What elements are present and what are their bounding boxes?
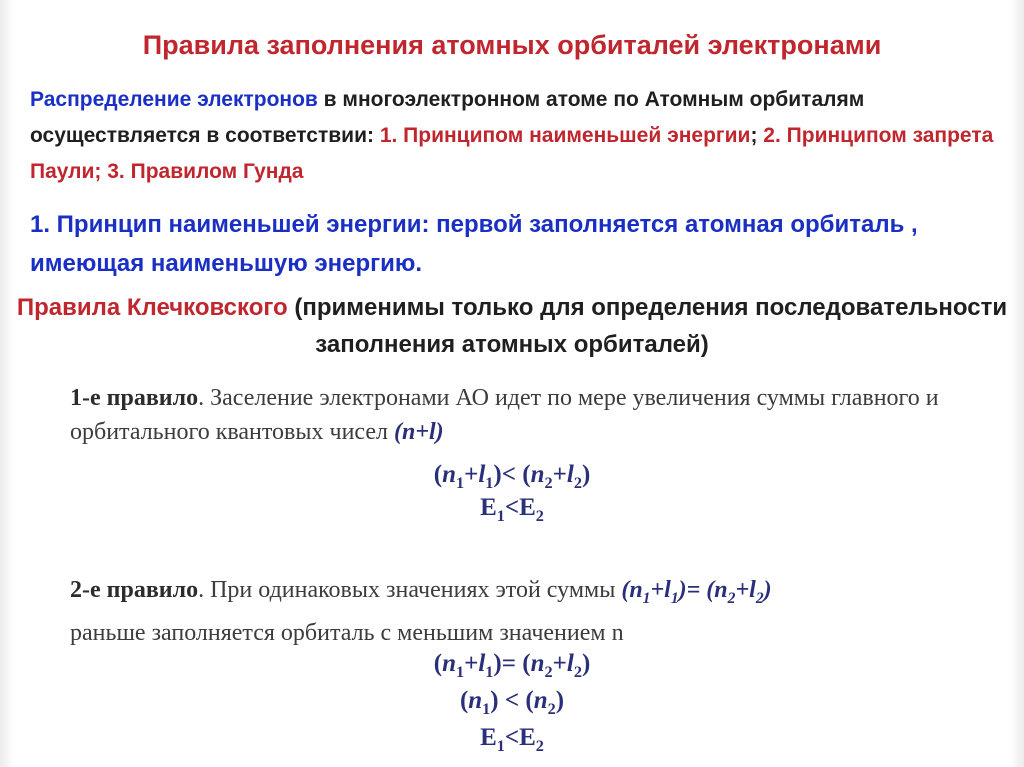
- intro-separator: ;: [750, 124, 764, 147]
- intro-text: в многоэлектронном атоме по Атомным орбиталям осуществляется в соответствии:: [30, 88, 865, 147]
- rule-2-description: . При одинаковых значениях этой суммы: [198, 577, 622, 603]
- rule-2-formula-energy: [0, 724, 1024, 756]
- rule-2-text: [70, 573, 1010, 650]
- rule-1-text: [70, 381, 1010, 449]
- rule-1-description: . Заселение электронами АО идет по мере увеличения суммы главного и орбитального квантовых чисел: [70, 385, 939, 445]
- klechkovsky-name: Правила Клечковского: [16, 294, 288, 321]
- rule-1-label: 1-е правило: [70, 385, 199, 411]
- rule-2-sum: $(n_1+l_1)= (n_2+l_2)$: [621, 577, 772, 607]
- rule-1-formula-energy: [0, 494, 1024, 526]
- intro-highlight-distribution: Распределение электронов: [30, 88, 318, 111]
- rule-1-formula-2: $E_1<E_2$: [480, 494, 544, 525]
- rule-1-sum: (n+l): [394, 419, 444, 445]
- klechkovsky-rules-heading: [0, 289, 1024, 363]
- rule-2-formula-3: $E_1<E_2$: [480, 724, 544, 755]
- rule-2-formula-equality: [0, 650, 1024, 682]
- rule-1-formula-1: $(n_1+l_1)< (n_2+l_2)$: [433, 461, 591, 492]
- rule-2-formula-inequality: [0, 687, 1024, 719]
- intro-highlight-principles-2-3: 2. Принципом запрета Паули; 3. Правилом Гунда: [30, 124, 994, 183]
- rule-2-formula-1: $(n_1+l_1)= (n_2+l_2)$: [433, 650, 591, 681]
- klechkovsky-note: (применимы только для определения последовательности заполнения атомных орбиталей): [287, 294, 1008, 358]
- rule-2-label: 2-е правило: [70, 577, 199, 603]
- rule-2-description-2: раньше заполняется орбиталь с меньшим значением n: [70, 619, 624, 646]
- rule-1-formula-inequality: [0, 461, 1024, 493]
- intro-highlight-principle-1: 1. Принципом наименьшей энергии: [379, 124, 751, 147]
- slide-title: Правила заполнения атомных орбиталей электронами: [142, 30, 882, 60]
- intro-paragraph: [30, 82, 1020, 190]
- rule-2-formula-2: $(n_1) < (n_2)$: [459, 687, 565, 718]
- least-energy-principle: 1. Принцип наименьшей энергии: первой заполняется атомная орбиталь , имеющая наименьшую энергию.: [30, 211, 918, 277]
